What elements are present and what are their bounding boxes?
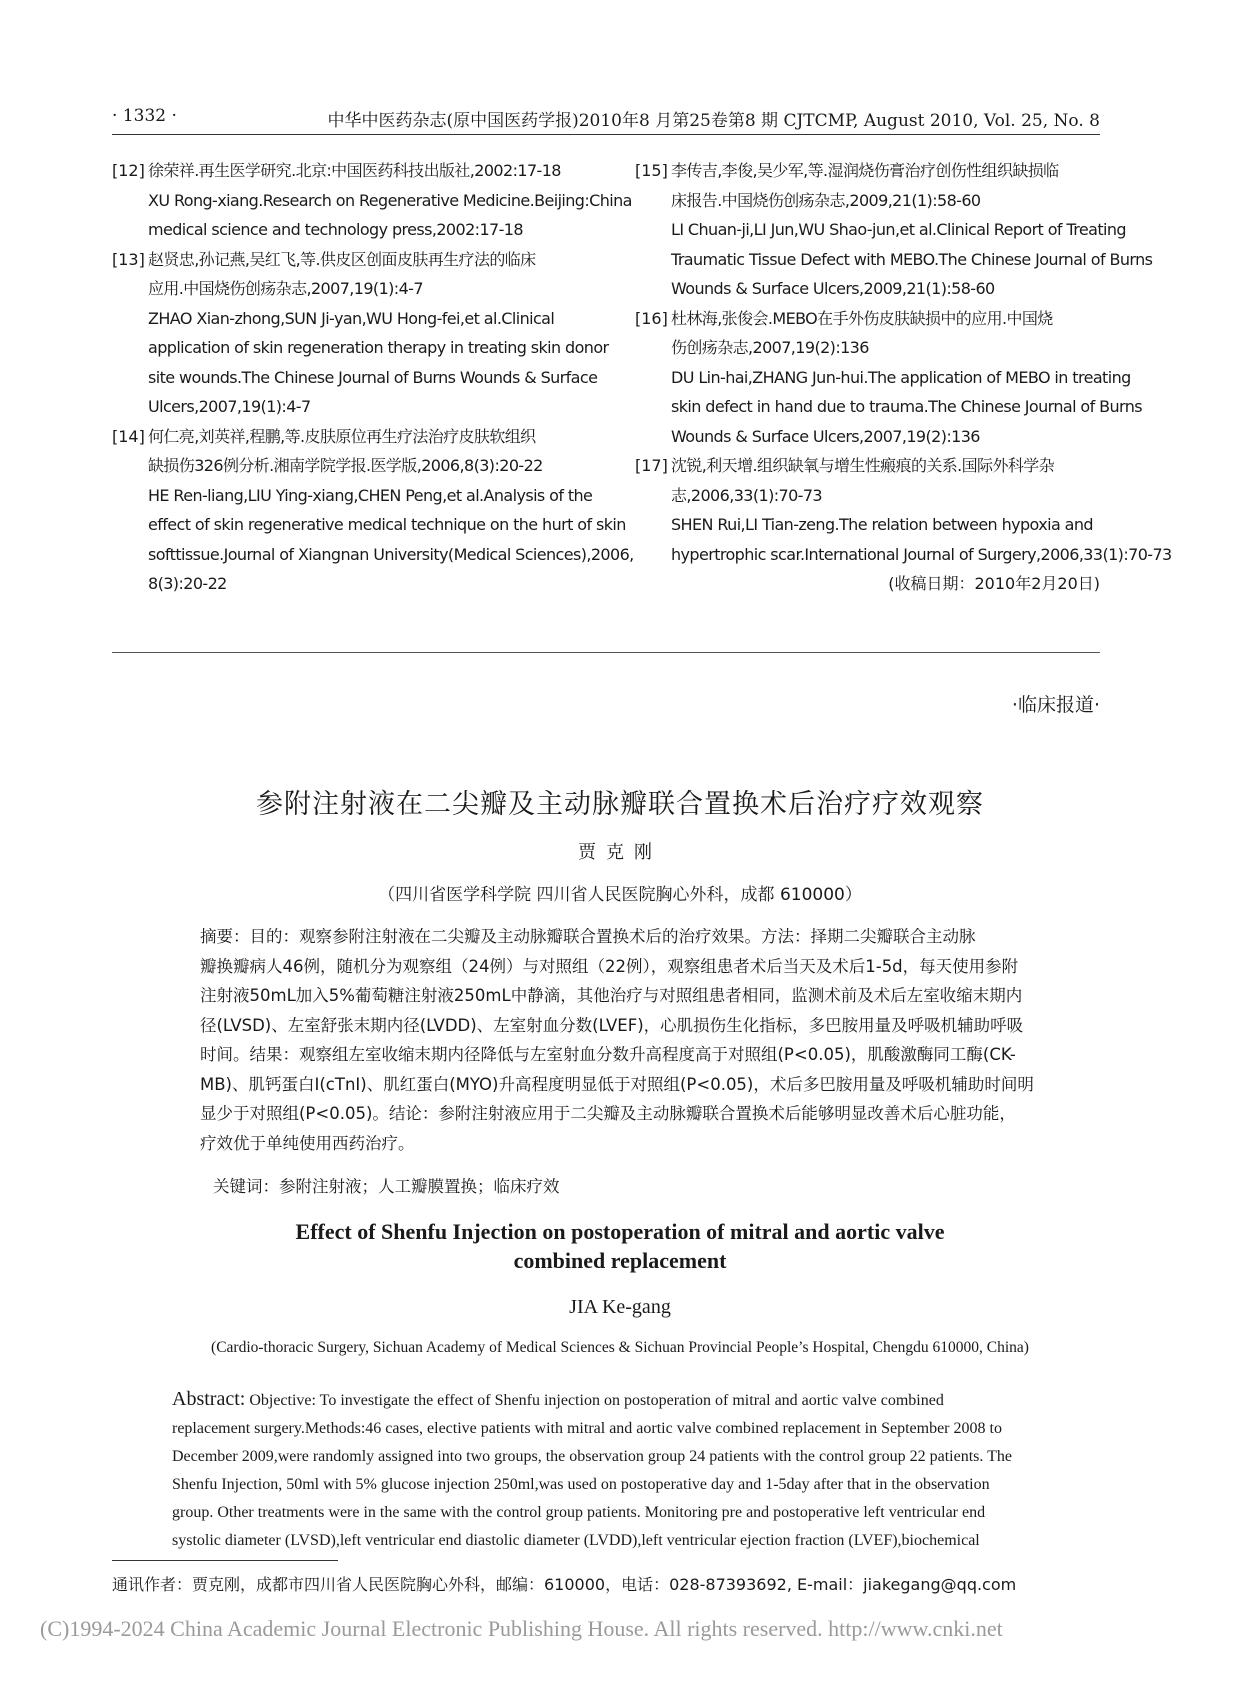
reference-line: DU Lin-hai,ZHANG Jun-hui.The application of MEBO in treating: [671, 367, 1131, 387]
abstract-cn-line: 显少于对照组(P<0.05)。结论：参附注射液应用于二尖瓣及主动脉瓣联合置换术后能够明显改善术后心脏功能，: [200, 1104, 1016, 1123]
reference-number: [14]: [112, 426, 145, 446]
abstract-en-label: Abstract:: [172, 1388, 246, 1410]
reference-line: Traumatic Tissue Defect with MEBO.The Chinese Journal of Burns: [671, 249, 1153, 269]
abstract-cn-line: 疗效优于单纯使用西药治疗。: [200, 1133, 415, 1153]
journal-citation: 中华中医药杂志(原中国医药学报)2010年8 月第25卷第8 期 CJTCMP, August 2010, Vol. 25, No. 8: [327, 111, 1100, 131]
reference-line: SHEN Rui,LI Tian-zeng.The relation between hypoxia and: [671, 515, 1093, 534]
abstract-en-first-line: [172, 1385, 1048, 1415]
abstract-cn-line: 注射液50mL加入5%葡萄糖注射液250mL中静滴，其他治疗与对照组患者相同，监测术前及术后左室收缩末期内: [200, 986, 1023, 1005]
reference-line: site wounds.The Chinese Journal of Burns Wounds & Surface: [148, 367, 598, 387]
reference-line: 应用.中国烧伤创疡杂志,2007,19(1):4-7: [148, 279, 423, 298]
abstract-cn-line: 瓣换瓣病人46例，随机分为观察组（24例）与对照组（22例），观察组患者术后当天及术后1-5d，每天使用参附: [200, 956, 1019, 976]
reference-line: 徐荣祥.再生医学研究.北京:中国医药科技出版社,2002:17-18: [148, 161, 561, 180]
copyright-watermark: (C)1994-2024 China Academic Journal Electronic Publishing House. All rights reserved. http://www.cnki.net: [40, 1616, 1003, 1641]
abstract-cn-line: MB)、肌钙蛋白I(cTnI)、肌红蛋白(MYO)升高程度明显低于对照组(P<0.05)，术后多巴胺用量及呼吸机辅助时间明: [200, 1074, 1034, 1094]
section-divider: [112, 652, 1100, 653]
reference-line: 床报告.中国烧伤创疡杂志,2009,21(1):58-60: [671, 190, 981, 210]
reference-line: Wounds & Surface Ulcers,2007,19(2):136: [671, 426, 980, 446]
reference-item: [112, 245, 609, 422]
reference-line: 沈锐,利天增.组织缺氧与增生性瘢痕的关系.国际外科学杂: [671, 456, 1055, 475]
reference-line: hypertrophic scar.International Journal of Surgery,2006,33(1):70-73: [671, 544, 1172, 564]
reference-line: 志,2006,33(1):70-73: [671, 485, 822, 505]
abstract-cn-line: 摘要：目的：观察参附注射液在二尖瓣及主动脉瓣联合置换术后的治疗效果。方法：择期二尖瓣联合主动脉: [200, 927, 976, 946]
reference-item: [635, 304, 1143, 452]
reference-line: ZHAO Xian-zhong,SUN Ji-yan,WU Hong-fei,et al.Clinical: [148, 308, 555, 328]
running-header: [112, 104, 1100, 130]
reference-line: 伤创疡杂志,2007,19(2):136: [671, 338, 869, 357]
reference-line: Ulcers,2007,19(1):4-7: [148, 397, 311, 416]
reference-line: 缺损伤326例分析.湘南学院学报.医学版,2006,8(3):20-22: [148, 456, 543, 475]
affiliation-en: (Cardio-thoracic Surgery, Sichuan Academy of Medical Sciences & Sichuan Provincial People’s Hospital, Chengdu 610000, China): [211, 1339, 1029, 1356]
reference-line: Wounds & Surface Ulcers,2009,21(1):58-60: [671, 279, 995, 298]
reference-item: [635, 451, 1172, 569]
author-cn: 贾克刚: [578, 842, 662, 863]
reference-number: [17]: [635, 456, 668, 475]
author-en: JIA Ke-gang: [569, 1296, 671, 1318]
article-title-en-line: Effect of Shenfu Injection on postoperation of mitral and aortic valve: [295, 1219, 945, 1244]
header-rule: [112, 134, 1100, 135]
reference-line: 8(3):20-22: [148, 574, 227, 593]
abstract-cn-line: 径(LVSD)、左室舒张末期内径(LVDD)、左室射血分数(LVEF)，心肌损伤生化指标，多巴胺用量及呼吸机辅助呼吸: [200, 1015, 1024, 1035]
abstract-en: [172, 1385, 1048, 1555]
reference-item: [112, 422, 634, 599]
references-right-column: [635, 156, 1172, 599]
column-label: ·临床报道·: [1011, 694, 1100, 716]
article-title-cn: 参附注射液在二尖瓣及主动脉瓣联合置换术后治疗疗效观察: [256, 789, 984, 820]
abstract-en-line: replacement surgery.Methods:46 cases, elective patients with mitral and aortic valve combined replacement in September 2008 to: [172, 1420, 1002, 1437]
keywords-cn: 关键词：参附注射液；人工瓣膜置换；临床疗效: [213, 1177, 560, 1196]
reference-line: effect of skin regenerative medical technique on the hurt of skin: [148, 515, 626, 534]
abstract-en-first-text: Objective: To investigate the effect of Shenfu injection on postoperation of mitral and aortic valve combined: [245, 1392, 944, 1409]
affiliation-cn: （四川省医学科学院 四川省人民医院胸心外科，成都 610000）: [378, 885, 862, 905]
reference-item: [635, 156, 1153, 304]
article-title-en: [0, 1217, 1240, 1275]
reference-line: application of skin regeneration therapy in treating skin donor: [148, 338, 609, 357]
references-left-column: [112, 156, 634, 599]
abstract-en-line: December 2009,were randomly assigned into two groups, the observation group 24 patients with the control group 22 patients. The: [172, 1448, 1012, 1465]
reference-line: 李传吉,李俊,吴少军,等.湿润烧伤膏治疗创伤性组织缺损临: [671, 161, 1059, 180]
abstract-cn-line: 时间。结果：观察组左室收缩末期内径降低与左室射血分数升高程度高于对照组(P<0.05)，肌酸激酶同工酶(CK-: [200, 1045, 1016, 1064]
reference-number: [12]: [112, 161, 145, 180]
reference-line: LI Chuan-ji,LI Jun,WU Shao-jun,et al.Clinical Report of Treating: [671, 220, 1126, 239]
reference-number: [15]: [635, 161, 668, 180]
received-date: (收稿日期：2010年2月20日): [888, 574, 1100, 593]
footnote-rule: [112, 1560, 338, 1561]
correspondence-footnote: 通讯作者：贾克刚，成都市四川省人民医院胸心外科，邮编：610000，电话：028-87393692, E-mail：jiakegang@qq.com: [112, 1575, 1017, 1594]
abstract-en-line: Shenfu Injection, 50ml with 5% glucose injection 250ml,was used on postoperative day and 1-5day after that in the observation: [172, 1476, 990, 1493]
page-number: · 1332 ·: [112, 106, 177, 126]
reference-line: XU Rong-xiang.Research on Regenerative Medicine.Beijing:China: [148, 190, 632, 210]
reference-number: [16]: [635, 308, 668, 328]
reference-number: [13]: [112, 249, 145, 269]
reference-line: 何仁亮,刘英祥,程鹏,等.皮肤原位再生疗法治疗皮肤软组织: [148, 426, 536, 446]
reference-item: [112, 156, 632, 245]
reference-line: medical science and technology press,2002:17-18: [148, 220, 523, 239]
abstract-en-line: group. Other treatments were in the same with the control group patients. Monitoring pre and postoperative left ventricular end: [172, 1504, 986, 1521]
reference-line: skin defect in hand due to trauma.The Chinese Journal of Burns: [671, 397, 1143, 416]
abstract-cn: [200, 922, 1050, 1158]
article-title-en-line: combined replacement: [513, 1248, 727, 1273]
abstract-en-line: systolic diameter (LVSD),left ventricular end diastolic diameter (LVDD),left ventricular ejection fraction (LVEF),biochemical: [172, 1532, 980, 1549]
reference-line: 杜林海,张俊会.MEBO在手外伤皮肤缺损中的应用.中国烧: [671, 308, 1053, 328]
reference-line: softtissue.Journal of Xiangnan University(Medical Sciences),2006,: [148, 544, 634, 564]
reference-line: 赵贤忠,孙记燕,吴红飞,等.供皮区创面皮肤再生疗法的临床: [148, 249, 536, 269]
reference-line: HE Ren-liang,LIU Ying-xiang,CHEN Peng,et al.Analysis of the: [148, 485, 593, 505]
